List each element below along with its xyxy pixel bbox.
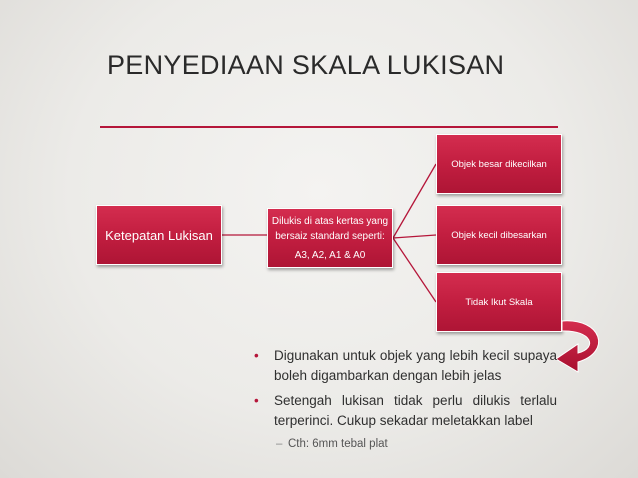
bullet-item-2 xyxy=(254,391,557,430)
bullet-dot: • xyxy=(254,393,259,409)
slide-title: PENYEDIAAN SKALA LUKISAN xyxy=(107,50,505,80)
sub-bullet-text: Cth: 6mm tebal plat xyxy=(288,438,388,451)
bullet-list xyxy=(254,346,557,453)
node-root-label: Ketepatan Lukisan xyxy=(105,227,213,243)
node-leaf-2-label: Objek kecil dibesarkan xyxy=(451,229,547,241)
node-mid-line-1: Dilukis di atas kertas yang xyxy=(271,215,389,227)
sub-bullet-dash: – xyxy=(276,438,283,451)
bullet-text-1: Digunakan untuk objek yang lebih kecil supaya boleh digambarkan dengan lebih jelas xyxy=(274,348,557,383)
sub-bullet-item xyxy=(254,436,557,453)
bullet-text-2: Setengah lukisan tidak perlu dilukis terlalu terperinci. Cukup sekadar meletakkan label xyxy=(274,393,557,428)
node-leaf-1-label: Objek besar dikecilkan xyxy=(451,158,547,170)
node-mid-line-3: A3, A2, A1 & A0 xyxy=(294,249,366,261)
bullet-dot: • xyxy=(254,348,259,363)
bullet-item-1 xyxy=(254,346,557,385)
node-mid-line-2: bersaiz standard seperti: xyxy=(275,230,385,242)
node-leaf-3-label: Tidak Ikut Skala xyxy=(465,296,533,308)
